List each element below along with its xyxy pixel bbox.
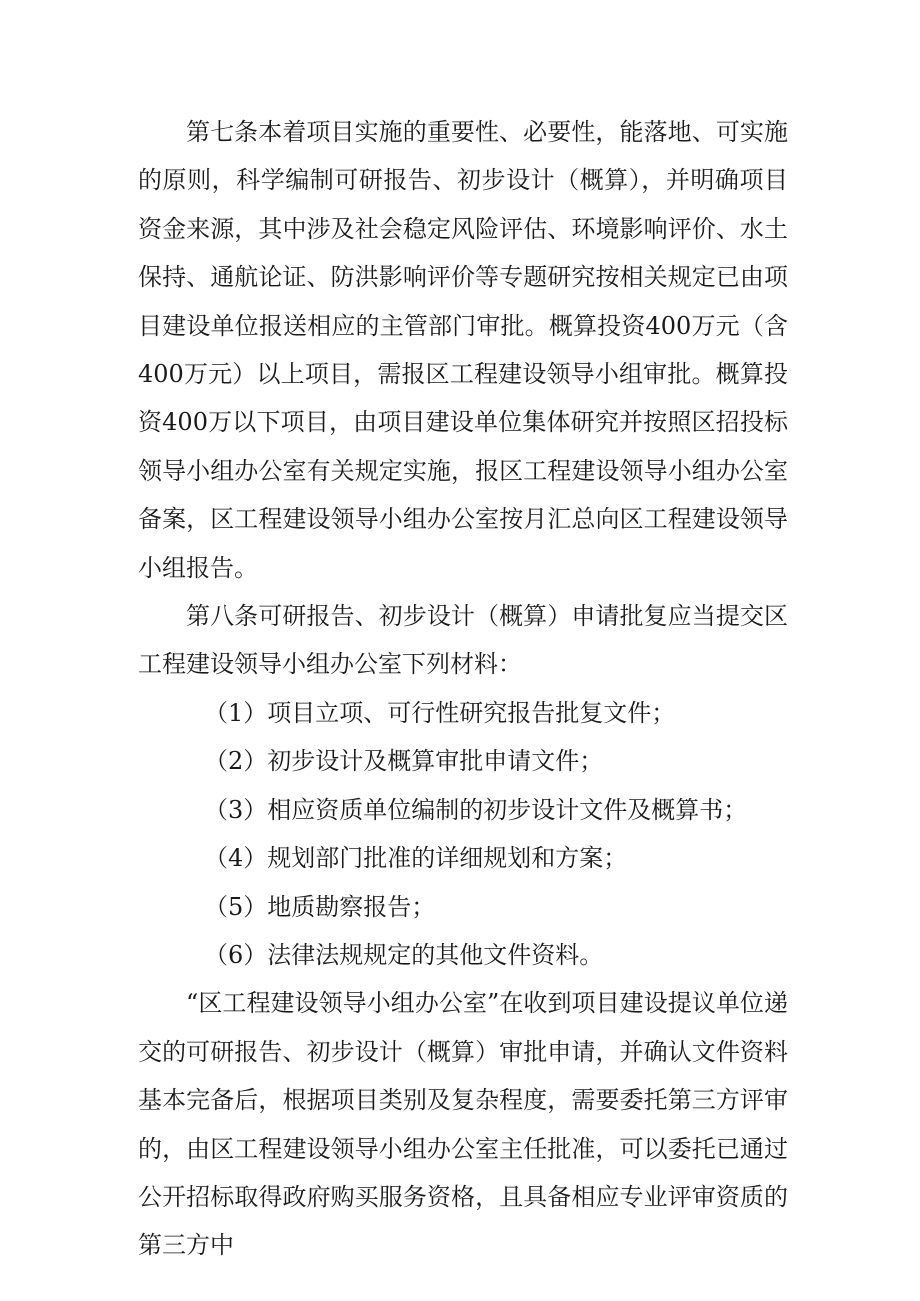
paragraph-review-process: “区工程建设领导小组办公室”在收到项目建设提议单位递交的可研报告、初步设计（概算）审批申请，并确认文件资料基本完备后，根据项目类别及复杂程度，需要委托第三方评审的，由区工程建设领导小组办公室主任批准，可以委托已通过公开招标取得政府购买服务资格，且具备相应专业评审资质的第三方中 [138,989,788,1260]
document-body [138,108,788,1270]
list-item: （6）法律法规规定的其他文件资料。 [204,940,604,969]
paragraph-article-8: 第八条可研报告、初步设计（概算）申请批复应当提交区工程建设领导小组办公室下列材料： [138,602,788,679]
paragraph-article-7: 第七条本着项目实施的重要性、必要性，能落地、可实施的原则，科学编制可研报告、初步设计（概算），并明确项目资金来源，其中涉及社会稳定风险评估、环境影响评价、水土保持、通航论证、防洪影响评价等专题研究按相关规定已由项目建设单位报送相应的主管部门审批。概算投资400万元（含400万元）以上项目，需报区工程建设领导小组审批。概算投资400万以下项目，由项目建设单位集体研究并按照区招投标领导小组办公室有关规定实施，报区工程建设领导小组办公室备案，区工程建设领导小组办公室按月汇总向区工程建设领导小组报告。 [138,118,788,582]
list-item: （3）相应资质单位编制的初步设计文件及概算书； [204,795,748,824]
list-item: （4）规划部门批准的详细规划和方案； [204,844,628,873]
list-item: （5）地质勘察报告； [204,892,436,921]
list-item: （2）初步设计及概算审批申请文件； [204,747,604,776]
list-item: （1）项目立项、可行性研究报告批复文件； [204,698,676,727]
